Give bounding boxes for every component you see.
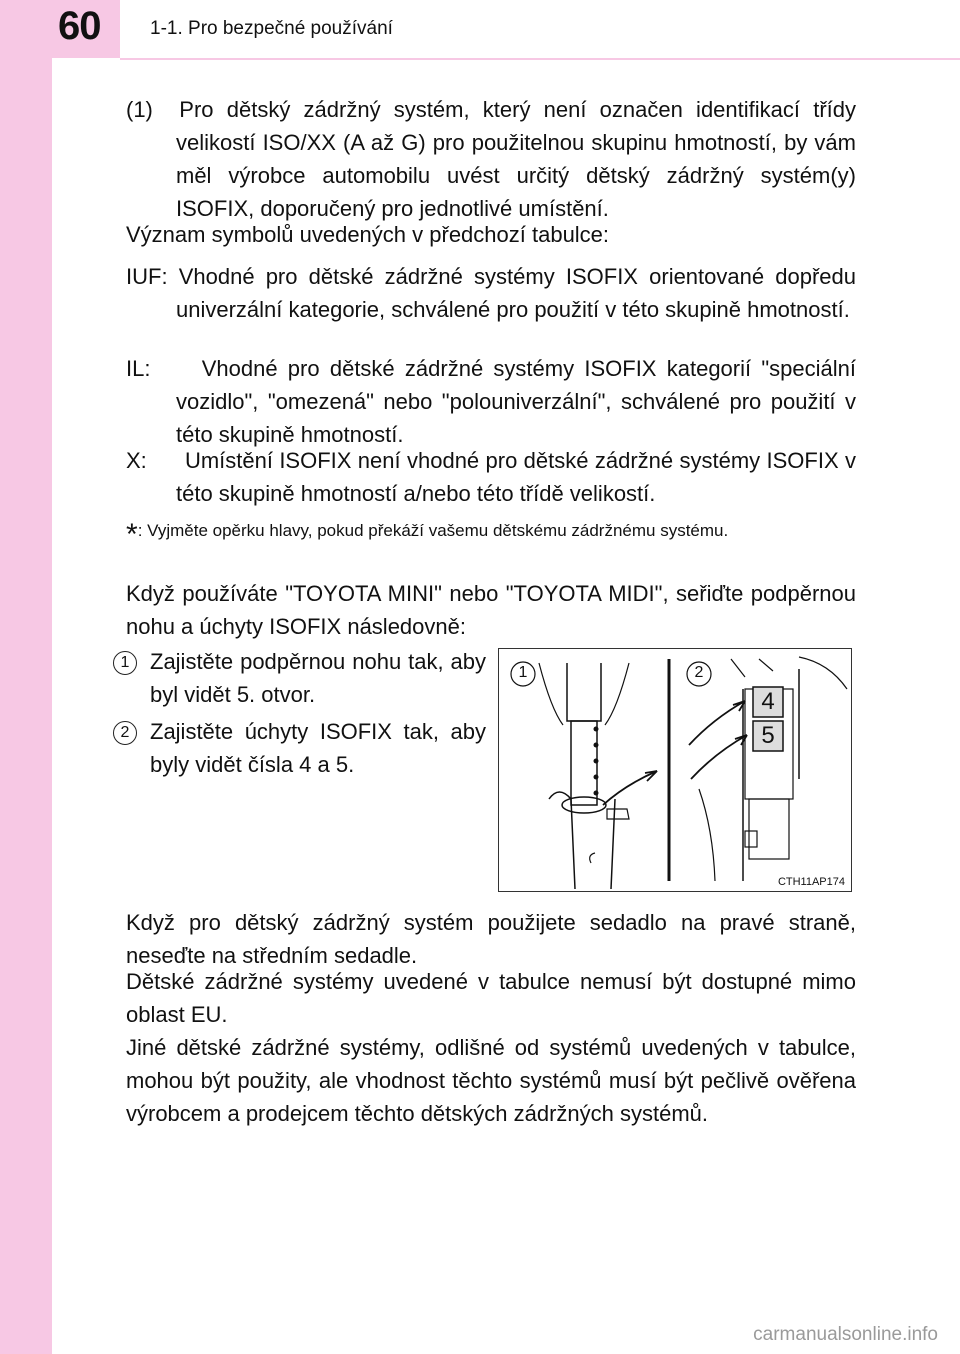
isofix-number-4: 4 (761, 688, 775, 715)
other-systems-note: Jiné dětské zádržné systémy, odlišné od systémů uvedených v tabulce, mohou být použity, ale vhodnost těchto systémů musí být pečlivě ověřena výrobcem a prodejcem těchto dětských zádržných systémů. (126, 1035, 856, 1126)
legend-iuf: IUF: Vhodné pro dětské zádržné systémy ISOFIX orientované dopředu univerzální kategorie, schválené pro použití v této skupině hmotností. (126, 264, 856, 322)
header-rule (120, 58, 960, 60)
eu-note: Dětské zádržné systémy uvedené v tabulce nemusí být dostupné mimo oblast EU. (126, 969, 856, 1027)
illustration-drawing (499, 649, 851, 891)
page-number-box (0, 0, 120, 58)
isofix-number-5: 5 (761, 722, 775, 749)
legend-x: X: Umístění ISOFIX není vhodné pro dětské zádržné systémy ISOFIX v této skupině hmotností a/nebo této třídě velikostí. (126, 448, 856, 506)
page-sidebar (0, 0, 52, 1354)
toyota-intro: Když používáte "TOYOTA MINI" nebo "TOYOTA MIDI", seřiďte podpěrnou nohu a úchyty ISOFIX následovně: (126, 581, 856, 639)
watermark: carmanualsonline.info (753, 1324, 938, 1345)
step-1-number: 1 (113, 651, 137, 675)
step-2-number: 2 (113, 721, 137, 745)
asterisk-note (126, 518, 856, 551)
step-2-text: Zajistěte úchyty ISOFIX tak, aby byly vidět čísla 4 a 5. (150, 719, 486, 777)
legend-il: IL: Vhodné pro dětské zádržné systémy ISOFIX kategorií "speciální vozidlo", "omezená" nebo "polouniverzální", schválené pro použití v této skupině hmotností. (126, 356, 856, 447)
isofix-illustration (498, 648, 852, 892)
right-seat-note: Když pro dětský zádržný systém použijete sedadlo na pravé straně, neseďte na středním sedadle. (126, 910, 856, 968)
asterisk-note-text: : Vyjměte opěrku hlavy, pokud překáží vašemu dětskému zádržnému systému. (137, 521, 729, 540)
illustration-code: CTH11AP174 (777, 876, 845, 888)
page-number: 60 (58, 4, 101, 48)
illustration-label-2: 2 (694, 664, 704, 681)
asterisk-symbol: * (126, 518, 138, 551)
footnote-1: (1) Pro dětský zádržný systém, který není označen identifikací třídy velikostí ISO/XX (A až G) pro použitelnou skupinu hmotností, by vám měl výrobce automobilu uvést určitý dětský zádržný systém(y) ISOFIX, doporučený pro jednotlivé umístění. (126, 97, 856, 221)
legend-intro: Význam symbolů uvedených v předchozí tabulce: (126, 222, 610, 247)
illustration-label-1: 1 (518, 664, 528, 681)
section-title: 1-1. Pro bezpečné používání (150, 18, 393, 39)
step-1-text: Zajistěte podpěrnou nohu tak, aby byl vidět 5. otvor. (150, 649, 486, 707)
